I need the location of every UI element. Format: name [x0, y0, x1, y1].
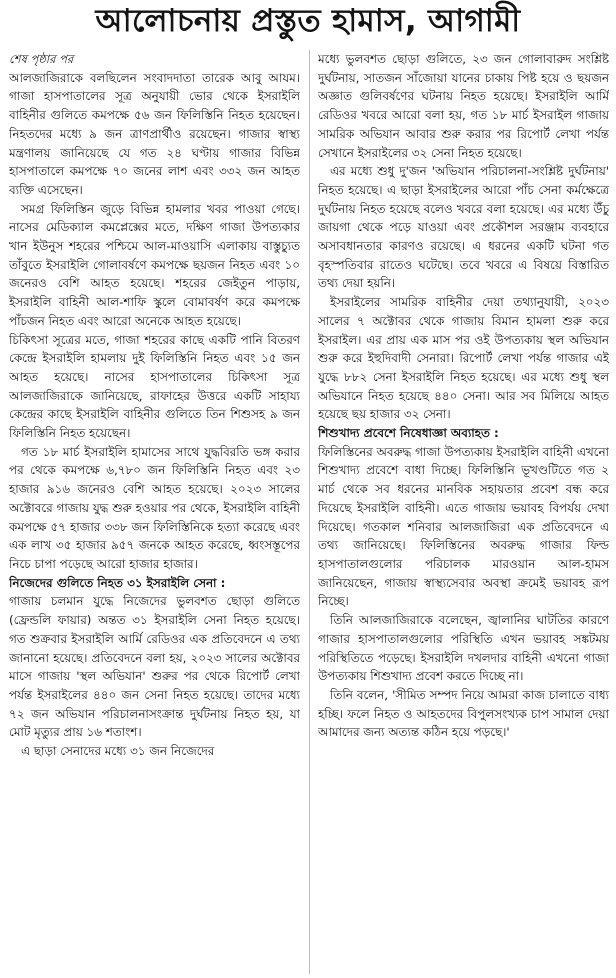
- paragraph: তিনি আলজাজিরাকে বলেছেন, জ্বালানির ঘাটতির কারণে গাজার হাসপাতালগুলোর পরিস্থিতি এখন ভয়াবহ সঙ্কটময় পরিস্থিতিতে পড়েছে। ইসরাইলি দখলদার বাহিনী এখনো গাজা উপত্যকায় শিশুখাদ্য প্রবেশ করতে দিচ্ছে না।: [318, 613, 609, 684]
- headline-box: [0, 0, 616, 46]
- subheading: নিজেদের গুলিতে নিহত ৩১ ইসরাইলি সেনা :: [9, 575, 226, 590]
- continued-label: শেষ পৃষ্ঠার পর: [9, 52, 74, 66]
- paragraph: ফিলিস্তিনের অবরুদ্ধ গাজা উপত্যকায় ইসরাইলি বাহিনী এখনো শিশুখাদ্য প্রবেশে বাধা দিচ্ছে। ফিলিস্তিনি ভূখণ্ডটিতে গত ২ মার্চ থেকে সব ধরনের মানবিক সহায়তার প্রবেশ বন্ধ করে দিয়েছে ইসরাইলি বাহিনী। এতে গাজায় ভয়াবহ বিপর্যয় দেখা দিয়েছে। গতকাল শনিবার আলজাজিরা এক প্রতিবেদনে এ তথ্য জানিয়েছে। ফিলিস্তিনের অবরুদ্ধ গাজার ফিল্ড হাসপাতালগুলোর পরিচালক মারওয়ান আল-হামস জানিয়েছেন, গাজায় স্বাস্থ্যসেবার অবস্থা ক্রমেই ভয়াবহ রূপ নিচ্ছে।: [318, 444, 609, 609]
- paragraph: চিকিৎসা সূত্রের মতে, গাজা শহরের কাছে একটি পানি বিতরণ কেন্দ্রে ইসরাইলি হামলায় দুই ফিলিস্তিনি নিহত এবং ১৫ জন আহত হয়েছে। নাসের হাসপাতালের চিকিৎসা সূত্র আলজাজিরাকে জানিয়েছে, রাফাহের উত্তরে একটি সাহায্য কেন্দ্রের কাছে ইসরাইলি বাহিনীর গুলিতে তিন শিশুসহ ৯ জন ফিলিস্তিনি নিহত হয়েছেন।: [9, 332, 300, 441]
- article-body: [9, 50, 609, 974]
- right-column: [318, 50, 609, 974]
- paragraph: মধ্যে ভুলবশত ছোড়া গুলিতে, ২৩ জন গোলাবারুদ সংশ্লিষ্ট দুর্ঘটনায়, সাতজন সাঁজোয়া যানের চাকায় পিষ্ট হয়ে ও ছয়জন অজ্ঞাত গুলিবর্ষণের ঘটনায় নিহত হয়েছে। ইসরাইলি আর্মি রেডিওর খবরে আরো বলা হয়, গত ১৮ মার্চ ইসরাইল গাজায় সামরিক অভিযান আবার শুরু করার পর রিপোর্ট লেখা পর্যন্ত সেখানে ইসরাইলের ৩২ সেনা নিহত হয়েছে।: [318, 52, 609, 160]
- left-column: [9, 50, 300, 974]
- paragraph: সমগ্র ফিলিস্তিন জুড়ে বিভিন্ন হামলার খবর পাওয়া গেছে। নাসের মেডিক্যাল কমপ্লেক্সের মতে, দক্ষিণ গাজা উপত্যকার খান ইউনুস শহরের পশ্চিমে আল-মাওয়াসি এলাকায় বাস্তুচ্যুত তাঁবুতে ইসরাইলি গোলাবর্ষণে কমপক্ষে ছয়জন নিহত এবং ১০ জনেরও বেশি আহত হয়েছে। শহরের জেইতুন পাড়ায়, ইসরাইলি বাহিনী আল-শাফি স্কুলে বোমাবর্ষণ করে কমপক্ষে পাঁচজন নিহত এবং আরো অনেকে আহত হয়েছে।: [9, 201, 300, 328]
- subheading: শিশুখাদ্য প্রবেশে নিষেধাজ্ঞা অব্যাহত :: [318, 426, 499, 441]
- paragraph: এর মধ্যে শুধু দু'জন 'অভিযান পরিচালনা-সংশ্লিষ্ট দুর্ঘটনায়' নিহত হয়েছে। এ ছাড়া ইসরাইলের আরো পাঁচ সেনা কর্মক্ষেত্রে দুর্ঘটনায় নিহত হয়েছে বলেও খবরে বলা হয়েছে। এর মধ্যে উঁচু জায়গা থেকে পড়ে যাওয়া এবং প্রকৌশল সরঞ্জাম ব্যবহারে অসাবধানতার কারণও রয়েছে। এ ধরনের একটি ঘটনা গত বৃহস্পতিবার রাতেও ঘটেছে। তবে খবরে এ বিষয়ে বিস্তারিত তথ্য দেয়া হয়নি।: [318, 164, 609, 291]
- paragraph: আলজাজিরাকে বলছিলেন সংবাদদাতা তারেক আবু আযম। গাজা হাসপাতালের সূত্র অনুযায়ী ভোর থেকে ইসরাইলি বাহিনীর গুলিতে কমপক্ষে ৫৬ জন ফিলিস্তিনি নিহত হয়েছেন। নিহতদের মধ্যে ৯ জন ত্রাণপ্রার্থীও রয়েছেন। গাজার স্বাস্থ্য মন্ত্রণালয় জানিয়েছে যে গত ২৪ ঘণ্টায় গাজার বিভিন্ন হাসপাতালে কমপক্ষে ৭০ জনের লাশ এবং ৩৩২ জন আহত ব্যক্তি এসেছেন।: [9, 70, 300, 197]
- headline: আলোচনায় প্রস্তুত হামাস, আগামী: [95, 3, 521, 39]
- paragraph: ইসরাইলের সামরিক বাহিনীর দেয়া তথ্যানুযায়ী, ২০২৩ সালের ৭ অক্টোবর থেকে গাজায় বিমান হামলা শুরু করে ইসরাইল। এর প্রায় এক মাস পর ওই উপত্যকায় স্থল অভিযান শুরু করে ইহুদিবাদী সেনারা। রিপোর্ট লেখা পর্যন্ত গাজার এই যুদ্ধে ৮৮২ সেনা ইসরাইলি নিহত হয়েছে। এর মধ্যে শুধু স্থল অভিযানে নিহত হয়েছে ৪৪০ সেনা। আর সব মিলিয়ে আহত হয়েছে ছয় হাজার ৩২ সেনা।: [318, 295, 609, 422]
- paragraph: এ ছাড়া সেনাদের মধ্যে ৩১ জন নিজেদের: [21, 744, 215, 759]
- paragraph: গত ১৮ মার্চ ইসরাইলি হামাসের সাথে যুদ্ধবিরতি ভঙ্গ করার পর থেকে কমপক্ষে ৬,৭৮০ জন ফিলিস্তিনি নিহত এবং ২৩ হাজার ৯১৬ জনেরও বেশি আহত হয়েছে। ২০২৩ সালের অক্টোবরে গাজায় যুদ্ধ শুরু হওয়ার পর থেকে, ইসরাইলি বাহিনী কমপক্ষে ৫৭ হাজার ৩৩৮ জন ফিলিস্তিনিকে হত্যা করেছে এবং এক লাখ ৩৫ হাজার ৯৫৭ জনকে আহত করেছে, ধ্বংসস্তূপের নিচে চাপা পড়েছে আরো হাজার হাজার।: [9, 444, 300, 571]
- paragraph: গাজায় চলমান যুদ্ধে নিজেদের ভুলবশত ছোড়া গুলিতে (ফ্রেন্ডলি ফায়ার) অন্তত ৩১ ইসরাইলি সেনা নিহত হয়েছে। গত শুক্রবার ইসরাইলি আর্মি রেডিওর এক প্রতিবেদনে এ তথ্য জানানো হয়েছে। প্রতিবেদনে বলা হয়, ২০২৩ সালের অক্টোবর মাসে গাজায় 'স্থল অভিযান' শুরুর পর থেকে রিপোর্ট লেখা পর্যন্ত ইসরাইলের ৪৪০ জন সেনা নিহত হয়েছে। তাদের মধ্যে ৭২ জন অভিযান পরিচালনাসংক্রান্ত দুর্ঘটনায় নিহত হয়, যা মোট মৃত্যুর প্রায় ১৬ শতাংশ।: [9, 594, 300, 740]
- paragraph: তিনি বলেন, 'সীমিত সম্পদ নিয়ে আমরা কাজ চালাতে বাধ্য হচ্ছি। ফলে নিহত ও আহতদের বিপুলসংখ্যক চাপ সামাল দেয়া আমাদের জন্য অত্যন্ত কঠিন হয়ে পড়ছে।': [318, 687, 609, 740]
